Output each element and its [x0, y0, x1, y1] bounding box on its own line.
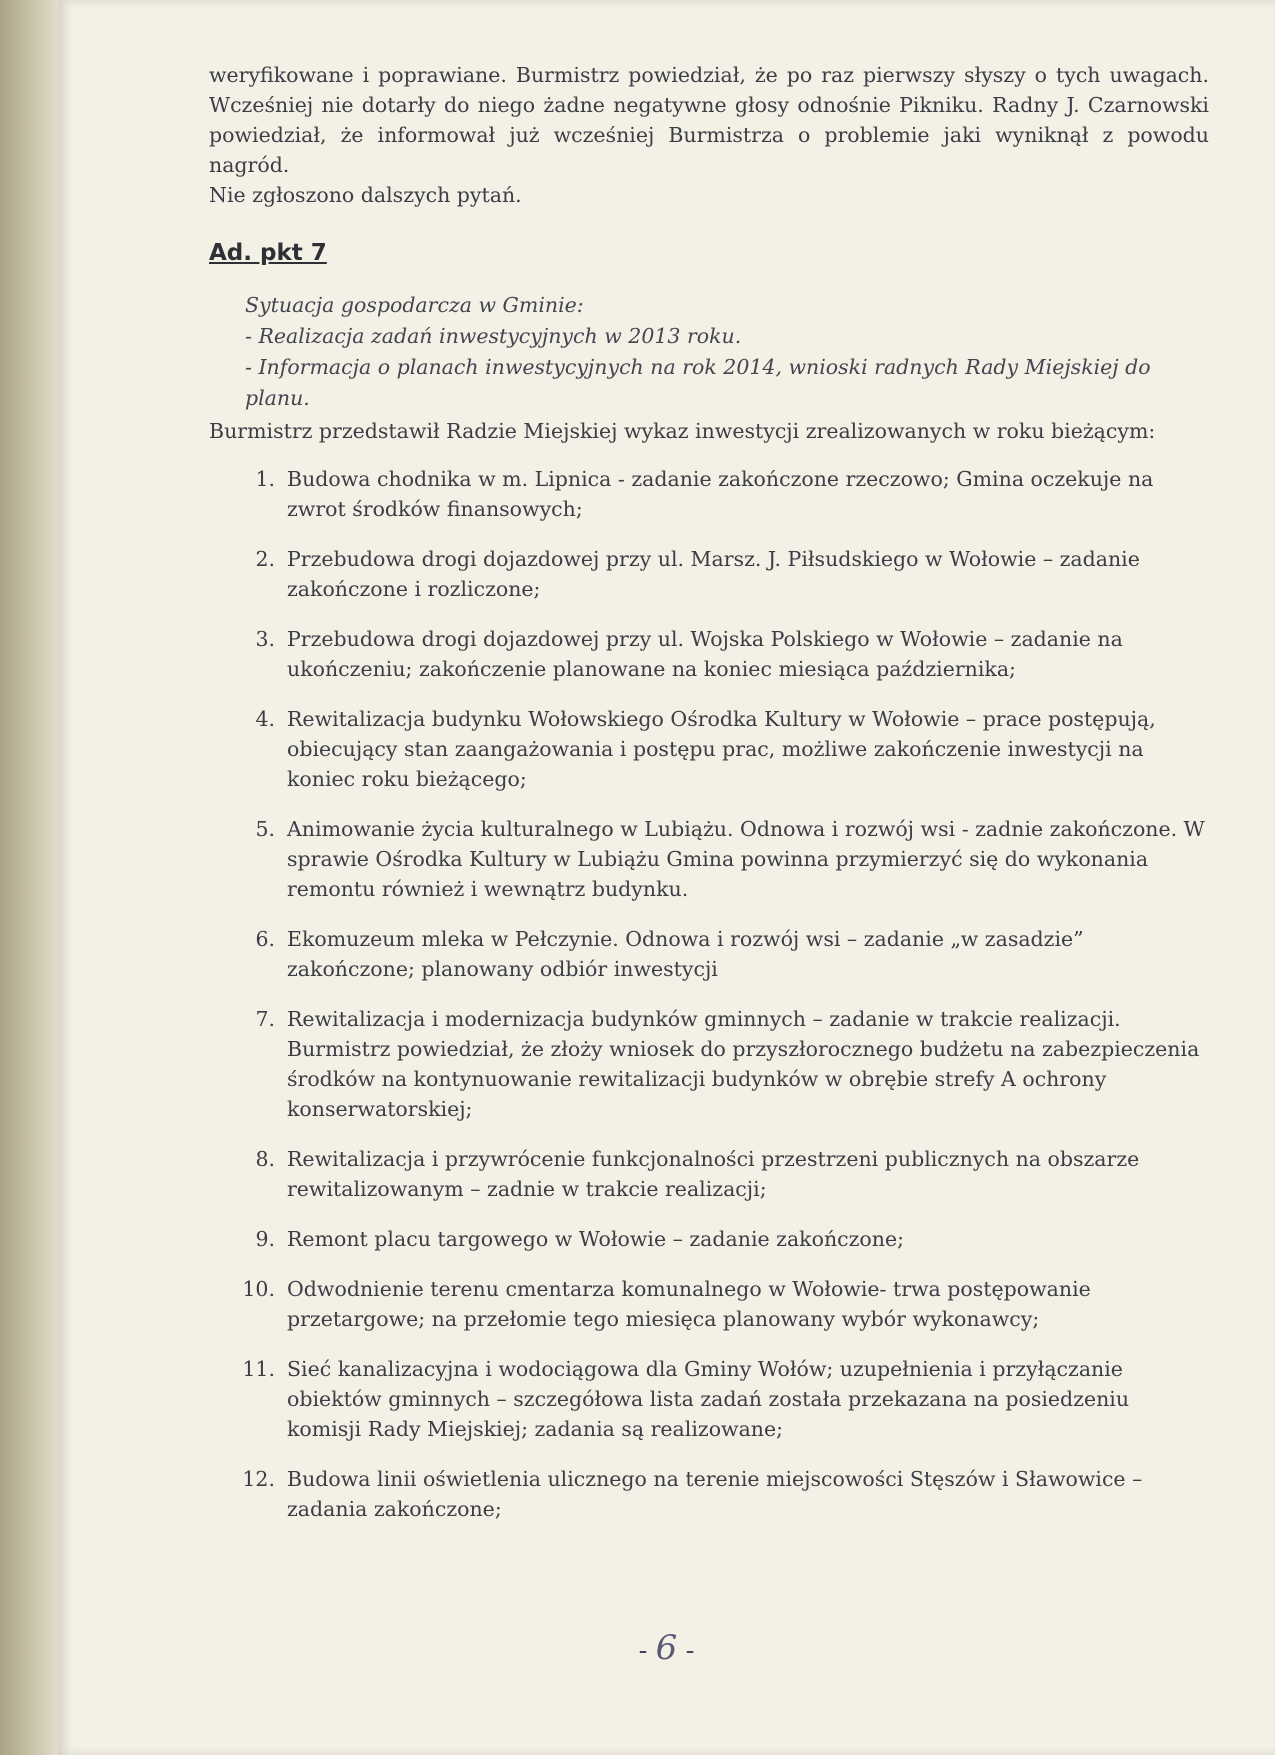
item-text: Rewitalizacja i modernizacja budynków gminnych – zadanie w trakcie realizacji. Burmistrz powiedział, że złoży wniosek do przyszłorocznego budżetu na zabezpieczenia środków na kontynuowanie rewitalizacji budynków w obrębie strefy A ochrony konserwatorskiej;: [287, 1007, 1200, 1121]
item-number: 1.: [255, 467, 275, 491]
item-number: 5.: [255, 817, 275, 841]
item-text: Budowa linii oświetlenia ulicznego na terenie miejscowości Stęszów i Sławowice – zadania zakończone;: [287, 1467, 1143, 1521]
item-number: 9.: [255, 1227, 275, 1251]
item-text: Sieć kanalizacyjna i wodociągowa dla Gminy Wołów; uzupełnienia i przyłączanie obiektów gminnych – szczegółowa lista zadań została przekazana na posiedzeniu komisji Rady Miejskiej; zadania są realizowane;: [287, 1357, 1130, 1441]
list-item: [209, 1224, 1209, 1254]
list-item: [209, 544, 1209, 604]
list-item: [209, 1144, 1209, 1204]
item-text: Ekomuzeum mleka w Pełczynie. Odnowa i rozwój wsi – zadanie „w zasadzie” zakończone; planowany odbiór inwestycji: [287, 927, 1084, 981]
list-item: [209, 924, 1209, 984]
item-number: 6.: [255, 927, 275, 951]
scan-edge: [0, 0, 58, 1755]
item-number: 12.: [242, 1467, 275, 1491]
list-item: [209, 624, 1209, 684]
document-page: [58, 0, 1275, 1755]
intro-paragraph: weryfikowane i poprawiane. Burmistrz powiedział, że po raz pierwszy słyszy o tych uwagach. Wcześniej nie dotarły do niego żadne negatywne głosy odnośnie Pikniku. Radny J. Czarnowski powiedział, że informował już wcześniej Burmistrza o problemie jaki wyniknął z powodu nagród.: [209, 63, 1209, 177]
investment-list: [209, 464, 1209, 1524]
item-number: 2.: [255, 547, 275, 571]
item-text: Rewitalizacja i przywrócenie funkcjonalności przestrzeni publicznych na obszarze rewitalizowanym – zadnie w trakcie realizacji;: [287, 1147, 1140, 1201]
list-item: [209, 1004, 1209, 1124]
item-number: 10.: [242, 1277, 275, 1301]
list-item: [209, 814, 1209, 904]
investment-intro: Burmistrz przedstawił Radzie Miejskiej wykaz inwestycji zrealizowanych w roku bieżącym:: [209, 419, 1156, 443]
item-text: Przebudowa drogi dojazdowej przy ul. Marsz. J. Piłsudskiego w Wołowie – zadanie zakończone i rozliczone;: [287, 547, 1140, 601]
list-item: [209, 1354, 1209, 1444]
item-text: Remont placu targowego w Wołowie – zadanie zakończone;: [287, 1227, 905, 1251]
section-heading: Ad. pkt 7: [209, 240, 327, 266]
document-body: [209, 60, 1209, 1544]
page-number: [58, 1628, 1275, 1668]
page-number-prefix: -: [638, 1636, 648, 1666]
item-number: 3.: [255, 627, 275, 651]
item-number: 4.: [255, 707, 275, 731]
agenda-item: - Informacja o planach inwestycyjnych na rok 2014, wnioski radnych Rady Miejskiej do planu.: [245, 355, 1151, 410]
item-text: Przebudowa drogi dojazdowej przy ul. Wojska Polskiego w Wołowie – zadanie na ukończeniu; zakończenie planowane na koniec miesiąca października;: [287, 627, 1123, 681]
list-item: [209, 704, 1209, 794]
item-text: Animowanie życia kulturalnego w Lubiążu. Odnowa i rozwój wsi - zadnie zakończone. W sprawie Ośrodka Kultury w Lubiążu Gmina powinna przymierzyć się do wykonania remontu również i wewnątrz budynku.: [287, 817, 1205, 901]
no-questions-line: Nie zgłoszono dalszych pytań.: [209, 183, 522, 207]
page-number-value: 6: [655, 1628, 678, 1668]
page-number-suffix: -: [685, 1636, 695, 1666]
item-number: 8.: [255, 1147, 275, 1171]
agenda-title: Sytuacja gospodarcza w Gminie:: [245, 293, 584, 317]
list-item: [209, 1464, 1209, 1524]
item-number: 7.: [255, 1007, 275, 1031]
item-number: 11.: [242, 1357, 275, 1381]
item-text: Odwodnienie terenu cmentarza komunalnego w Wołowie- trwa postępowanie przetargowe; na przełomie tego miesięca planowany wybór wykonawcy;: [287, 1277, 1091, 1331]
item-text: Rewitalizacja budynku Wołowskiego Ośrodka Kultury w Wołowie – prace postępują, obiecujący stan zaangażowania i postępu prac, możliwe zakończenie inwestycji na koniec roku bieżącego;: [287, 707, 1156, 791]
list-item: [209, 1274, 1209, 1334]
list-item: [209, 464, 1209, 524]
item-text: Budowa chodnika w m. Lipnica - zadanie zakończone rzeczowo; Gmina oczekuje na zwrot środków finansowych;: [287, 467, 1154, 521]
agenda-block: [245, 290, 1209, 414]
agenda-item: - Realizacja zadań inwestycyjnych w 2013 roku.: [245, 324, 742, 348]
